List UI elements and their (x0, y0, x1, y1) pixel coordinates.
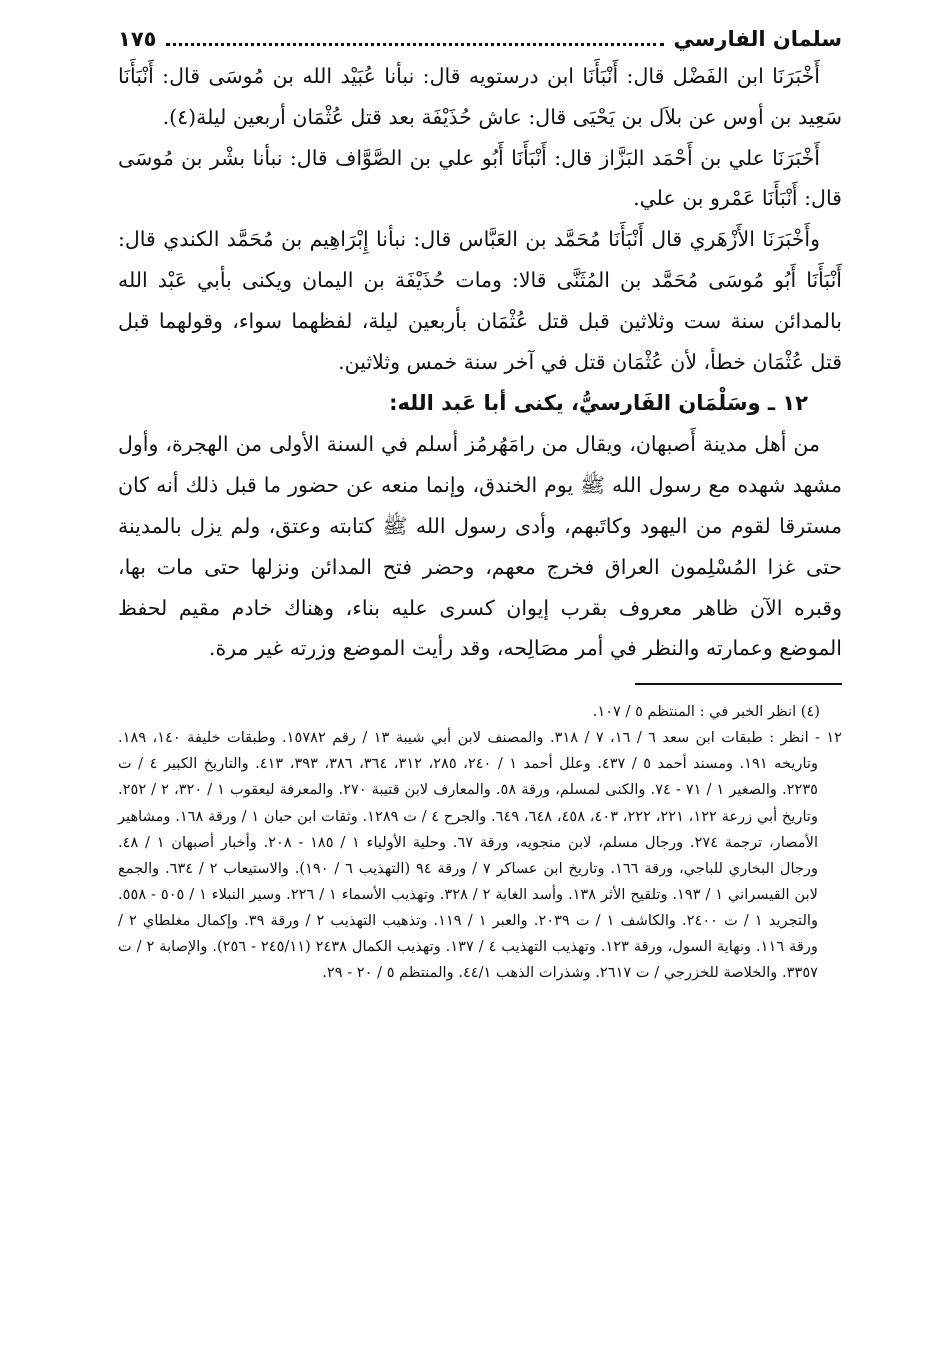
header-dot-leader (166, 29, 663, 46)
main-text (118, 56, 842, 669)
book-page (118, 24, 842, 986)
footnotes (118, 699, 842, 986)
paragraph-2: أَخْبَرَنَا علي بن أَحْمَد البَزَّاز قال: أَنْبَأَنَا أَبُو علي بن الصَّوَّاف قال: نبأنا بشْر بن مُوسَى قال: أَنْبَأَنَا عَمْرو بن علي. (118, 145, 842, 211)
page-number: ١٧٥ (118, 27, 157, 51)
paragraph-1: أَخْبَرَنَا ابن الفَضْل قال: أَنْبَأَنَا ابن درستويه قال: نبأنا عُبَيْد الله بن مُوسَى قال: أَنْبَأَنَا سَعِيد بن أوس عن بلاَل بن يَحْيَى قال: عاش حُذَيْفَة بعد قتل عُثْمَان أربعين ليلة(٤). (118, 64, 842, 129)
header-title: سلمان الفارسي (673, 27, 842, 51)
running-header (118, 24, 842, 56)
footnote-12: ١٢ - انظر : طبقات ابن سعد ٦ / ١٦، ٧ / ٣١٨. والمصنف لابن أبي شيبة ١٣ / رقم ١٥٧٨٢. وطبقات خليفة ١٤٠، ١٨٩. وتاريخه ١٩١. ومسند أحمد ٥ / ٤٣٧. وعلل أحمد ١ / ٢٤٠، ٢٨٥، ٣١٢، ٣٦٤، ٣٨٦، ٣٩٣، ٤١٣. والتاريخ الكبير ٤ / ت ٢٢٣٥. والصغير ١ / ٧١ - ٧٤. والكنى لمسلم، ورقة ٥٨. والمعارف لابن قتيبة ٢٧٠. والمعرفة ليعقوب ١ / ٣٢٠، ٢ / ٢٥٢. وتاريخ أبي زرعة ١٢٢، ٢٢١، ٢٢٢، ٤٠٣، ٤٥٨، ٦٤٨، ٦٤٩. والجرح ٤ / ت ١٢٨٩. وثقات ابن حبان ١ / ورقة ١٦٨. ومشاهير الأمصار، ترجمة ٢٧٤. ورجال مسلم، لابن منجويه، ورقة ٦٧. وحلية الأولياء ١ / ١٨٥ - ٢٠٨. وأخبار أصبهان ١ / ٤٨. ورجال البخاري للباجي، ورقة ١٦٦. وتاريخ ابن عساكر ٧ / ورقة ٩٤ (التهذيب ٦ / ١٩٠). والاستيعاب ٢ / ٦٣٤. والجمع لابن القيسراني ١ / ١٩٣. وتلقيح الأثر ١٣٨. وأسد الغابة ٢ / ٣٢٨. وتهذيب الأسماء ١ / ٢٢٦. وسير النبلاء ١ / ٥٠٥ - ٥٥٨. والتجريد ١ / ت ٢٤٠٠. والكاشف ١ / ت ٢٠٣٩. والعبر ١ / ١١٩. وتذهيب التهذيب ٢ / ورقة ٣٩. وإكمال مغلطاي ٢ / ورقة ١١٦. ونهاية السول، ورقة ١٢٣. وتهذيب التهذيب ٤ / ١٣٧. وتهذيب الكمال ٢٤٣٨ (٢٤٥/١١ - ٢٥٦). والإصابة ٢ / ت ٣٣٥٧. والخلاصة للخزرجي / ت ٢٦١٧. وشذرات الذهب ٤٤/١. والمنتظم ٥ / ٢٠ - ٢٩. (118, 729, 842, 982)
section-heading: ١٢ ـ وسَلْمَان الفَارسيُّ، يكنى أبا عَبد الله: (389, 391, 808, 416)
paragraph-3: وأَخْبَرَنَا الأَزْهَري قال أَنْبَأَنَا مُحَمَّد بن العَبَّاس قال: نبأنا إِبْرَاهِيم بن مُحَمَّد الكندي قال: أَنْبَأَنَا أَبُو مُوسَى مُحَمَّد بن المُثَنَّى قالا: ومات حُذَيْفَة بن اليمان ويكنى بأبي عَبْد الله بالمدائن سنة ست وثلاثين قبل قتل عُثْمَان بأربعين ليلة، لفظهما سواء، وقولهما قبل قتل عُثْمَان خطأ، لأن عُثْمَان قتل في آخر سنة خمس وثلاثين. (118, 227, 842, 374)
footnote-separator (635, 683, 842, 685)
section-paragraph: من أهل مدينة أَصبهان، ويقال من رامَهُرمُز أسلم في السنة الأولى من الهجرة، وأول مشهد شهده مع رسول الله ﷺ يوم الخندق، وإنما منعه عن حضور ما قبل ذلك أنه كان مسترقا لقوم من اليهود وكاتَبهم، وأدى رسول الله ﷺ كتابته وعتق، ولم يزل بالمدينة حتى غزا المُسْلِمون العراق فخرج معهم، وحضر فتح المدائن ونزلها حتى مات بها، وقبره الآن ظاهر معروف بقرب إيوان كسرى عليه بناء، وهناك خادم مقيم لحفظ الموضع وعمارته والنظر في أمر مصَالِحه، وقد رأيت الموضع وزرته غير مرة. (118, 432, 842, 661)
footnote-4: (٤) انظر الخبر في : المنتظم ٥ / ١٠٧. (592, 703, 820, 721)
